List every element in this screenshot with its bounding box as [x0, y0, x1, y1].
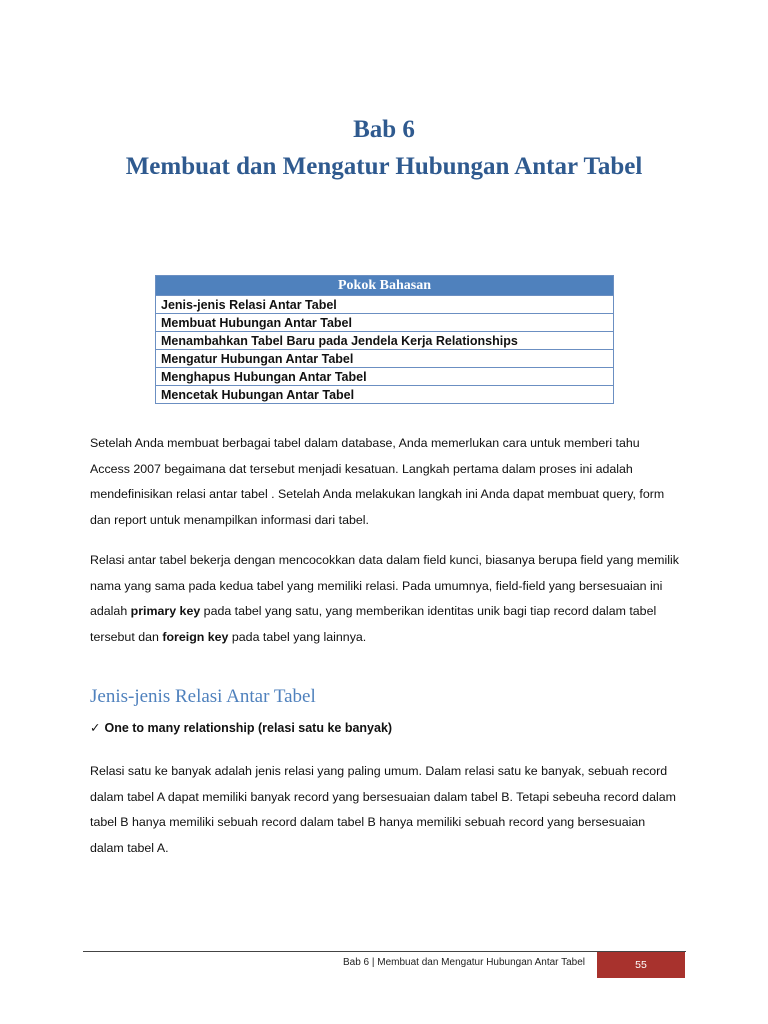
chapter-number: Bab 6: [353, 116, 415, 143]
table-row: [156, 314, 614, 332]
relation-paragraph: [90, 548, 680, 650]
table-cell: Menambahkan Tabel Baru pada Jendela Kerja Relationships: [156, 332, 614, 350]
paragraph-text: Relasi antar tabel bekerja dengan mencocokkan data dalam field kunci, biasanya berupa field yang memilik nama yang sama pada kedua tabel yang memiliki relasi. Pada umumnya, field-field yang bersesuaian ini adalah: [90, 553, 679, 618]
table-row: [156, 368, 614, 386]
intro-paragraph: Setelah Anda membuat berbagai tabel dalam database, Anda memerlukan cara untuk memberi tahu Access 2007 begaimana dat tersebut menjadi kesatuan. Langkah pertama dalam proses ini adalah mendefinisikan relasi antar tabel . Setelah Anda melakukan langkah ini Anda dapat membuat query, form dan report untuk menampilkan informasi dari tabel.: [90, 436, 665, 527]
primary-key-term: primary key: [130, 604, 201, 618]
checkmark-icon: ✓: [90, 721, 101, 735]
table-cell: Jenis-jenis Relasi Antar Tabel: [156, 296, 614, 314]
topics-table: [155, 275, 614, 404]
bullet-item: [90, 720, 392, 735]
bullet-text: One to many relationship (relasi satu ke banyak): [104, 721, 393, 735]
table-row: [156, 332, 614, 350]
table-cell: Menghapus Hubungan Antar Tabel: [156, 368, 614, 386]
table-cell: Mengatur Hubungan Antar Tabel: [156, 350, 614, 368]
table-row: [156, 386, 614, 404]
page-number: 55: [597, 952, 685, 978]
table-cell: Membuat Hubungan Antar Tabel: [156, 314, 614, 332]
table-row: [156, 296, 614, 314]
paragraph-text: pada tabel yang lainnya.: [228, 629, 367, 644]
table-row: [156, 350, 614, 368]
table-cell: Mencetak Hubungan Antar Tabel: [156, 386, 614, 404]
footer-text: Bab 6 | Membuat dan Mengatur Hubungan Antar Tabel: [342, 957, 585, 968]
foreign-key-term: foreign key: [162, 629, 229, 644]
chapter-heading: [0, 112, 768, 186]
paragraph-text: pada tabel yang satu, yang memberikan identitas unik bagi tiap record dalam tabel tersebut dan: [90, 604, 657, 644]
topics-table-header: Pokok Bahasan: [156, 276, 614, 296]
section-heading: Jenis-jenis Relasi Antar Tabel: [90, 686, 316, 707]
chapter-title: Membuat dan Mengatur Hubungan Antar Tabel: [125, 153, 643, 180]
footer-divider: [83, 951, 686, 952]
one-to-many-paragraph: Relasi satu ke banyak adalah jenis relasi yang paling umum. Dalam relasi satu ke banyak, sebuah record dalam tabel A dapat memiliki banyak record yang bersesuaian dalam tabel B. Tetapi sebeuha record dalam tabel B hanya memiliki sebuah record dalam tabel B hanya memiliki sebuah record yang bersesuaian dalam tabel A.: [90, 764, 676, 855]
